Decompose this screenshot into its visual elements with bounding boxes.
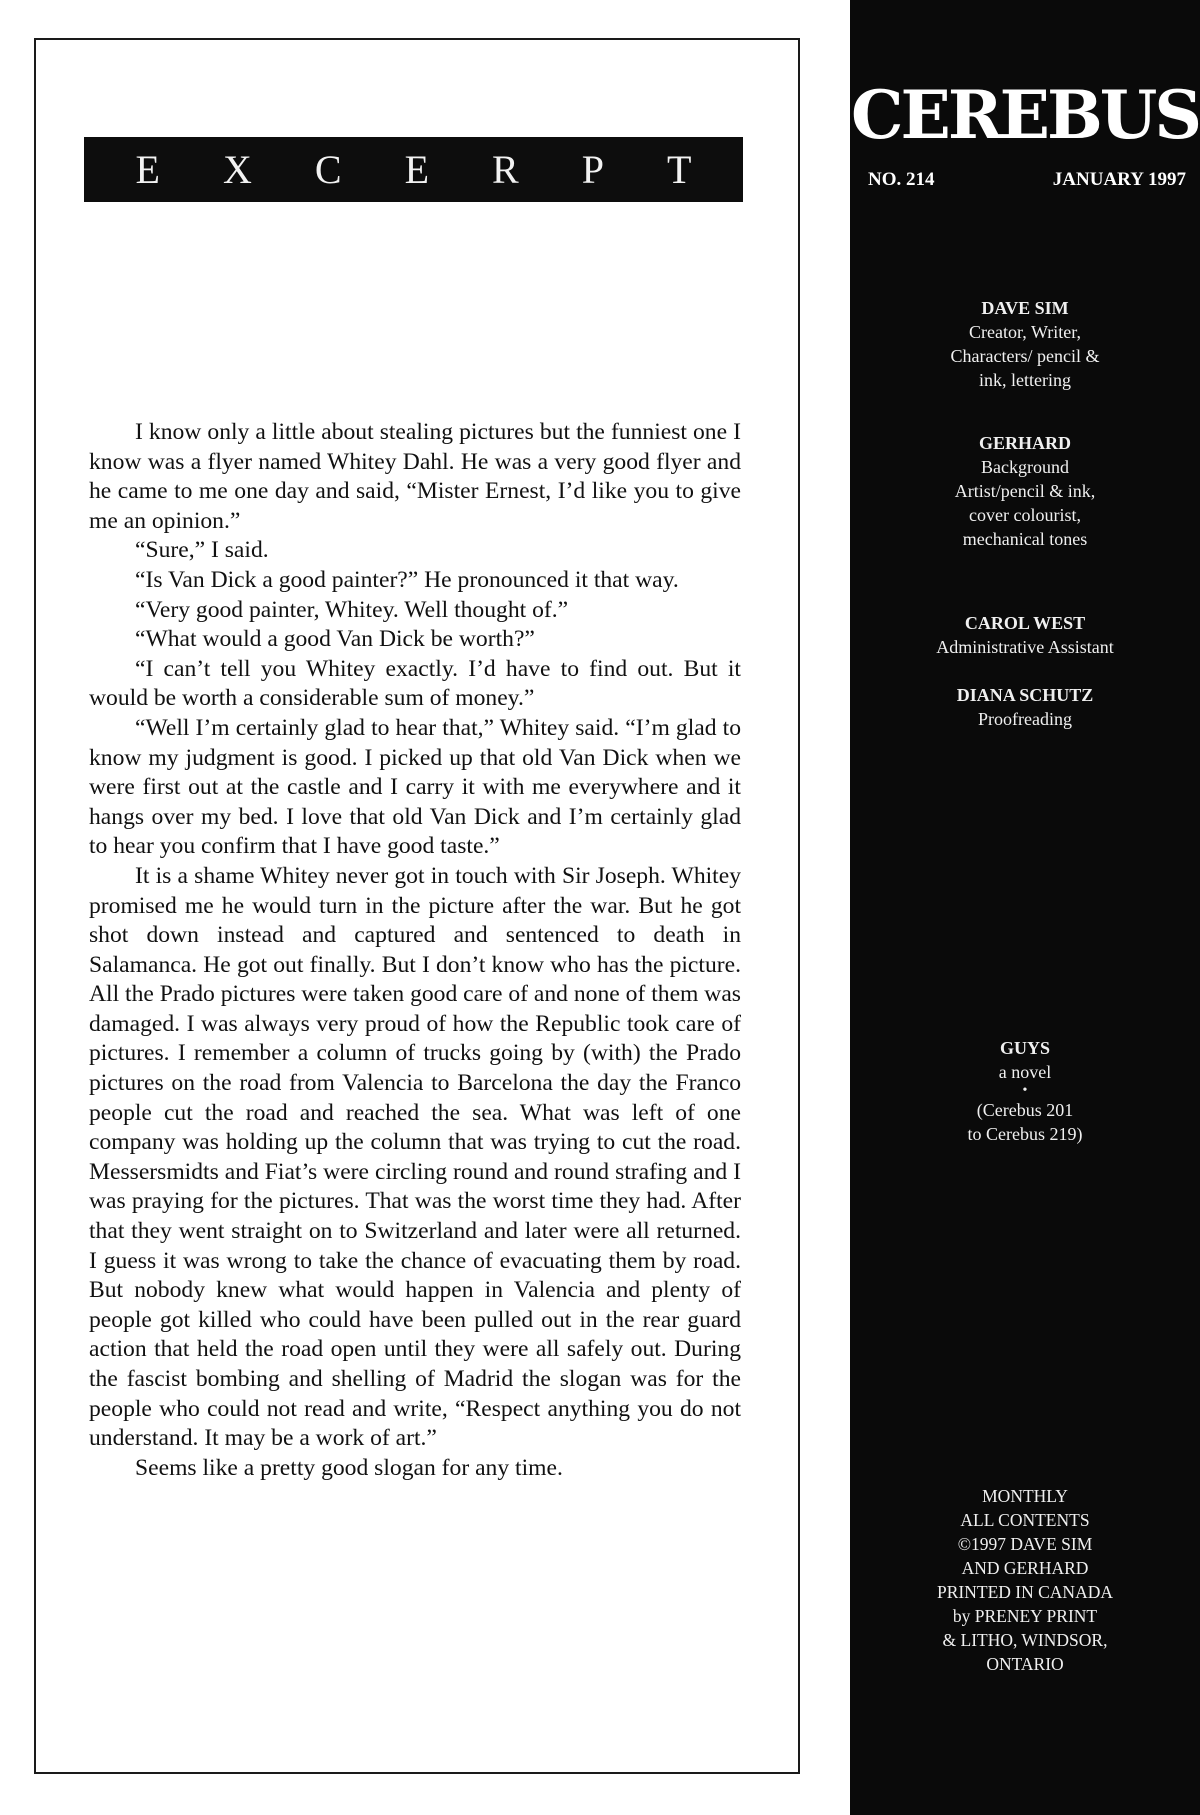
excerpt-banner [84, 137, 743, 202]
issue-line [868, 169, 1186, 191]
credit-role: Proofreading [978, 709, 1072, 729]
issue-number: NO. 214 [868, 169, 935, 190]
paragraph: “Very good painter, Whitey. Well thought of.” [135, 596, 569, 623]
masthead-sidebar [850, 0, 1200, 1815]
paragraph: I know only a little about stealing pictures but the funniest one I know was a flyer named Whitey Dahl. He was a very good flyer and he came to me one day and said, “Mister Ernest, I’d like you to give me an opinion.” [89, 419, 741, 534]
footer-line: & LITHO, WINDSOR, [942, 1630, 1108, 1650]
novel-title: GUYS [999, 1038, 1050, 1058]
credit-name: DIANA SCHUTZ [956, 685, 1094, 705]
banner-letter: E [135, 146, 160, 192]
footer-line: PRINTED IN CANADA [937, 1582, 1113, 1602]
novel-range-start: (Cerebus 201 [976, 1100, 1074, 1120]
paragraph: “Well I’m certainly glad to hear that,” Whitey said. “I’m glad to know my judgment is good. I picked up that old Van Dick when we were first out at the castle and I carry it with me everywhere and it hangs over my bed. I love that old Van Dick and I’m certainly glad to hear you confirm that I have good taste.” [89, 714, 741, 860]
bullet-icon: • [1022, 1083, 1028, 1098]
banner-letter: T [666, 146, 692, 192]
footer-line: ©1997 DAVE SIM [957, 1534, 1093, 1554]
banner-letter: P [581, 146, 604, 192]
credit-role: Administrative Assistant [936, 637, 1114, 657]
banner-letter: E [404, 146, 429, 192]
footer-line: ONTARIO [986, 1654, 1064, 1674]
issue-date: JANUARY 1997 [1052, 169, 1186, 190]
banner-letter: X [222, 146, 252, 192]
credit-role: Background Artist/pencil & ink, cover colourist, mechanical tones [954, 457, 1096, 549]
credit-role: Creator, Writer, Characters/ pencil & ink, lettering [950, 322, 1100, 390]
paragraph: “I can’t tell you Whitey exactly. I’d have to find out. But it would be worth a considerable sum of money.” [89, 655, 741, 712]
paragraph: Seems like a pretty good slogan for any time. [135, 1454, 563, 1481]
footer-line: AND GERHARD [961, 1558, 1089, 1578]
footer-line: by PRENEY PRINT [952, 1606, 1098, 1626]
paragraph: “What would a good Van Dick be worth?” [135, 626, 535, 653]
banner-letter: R [492, 146, 519, 192]
credit-diana-schutz [850, 683, 1200, 731]
credit-name: GERHARD [978, 433, 1071, 453]
publication-footer [850, 1484, 1200, 1676]
credit-carol-west [850, 611, 1200, 659]
excerpt-body [89, 418, 741, 1483]
footer-line: ALL CONTENTS [960, 1510, 1090, 1530]
banner-letter: C [314, 146, 342, 192]
credit-gerhard [850, 431, 1200, 551]
credit-name: CAROL WEST [964, 613, 1086, 633]
cerebus-logo: CEREBUS [851, 76, 1199, 154]
paragraph: It is a shame Whitey never got in touch with Sir Joseph. Whitey promised me he would turn in the picture after the war. But he got shot down instead and captured and sentenced to death in Salamanca. He got out finally. But I don’t know who has the picture. All the Prado pictures were taken good care of and none of them was damaged. I was always very proud of how the Republic took care of pictures. I remember a column of trucks going by (with) the Prado pictures on the road from Valencia to Barcelona the day the Franco people cut the road and reached the sea. What was left of one company was holding up the column that was trying to cut the road. Messersmidts and Fiat’s were circling round and round strafing and I was praying for the pictures. That was the worst time they had. After that they went straight on to Switzerland and later were all returned. I guess it was wrong to take the chance of evacuating them by road. But nobody knew what would happen in Valencia and plenty of people got killed who could have been pulled out in the rear guard action that held the road open until they were all safely out. During the fascist bombing and shelling of Madrid the slogan was for the people who could not read and write, “Respect anything you do not understand. It may be a work of art.” [89, 862, 741, 1452]
paragraph: “Is Van Dick a good painter?” He pronounced it that way. [135, 566, 679, 593]
novel-subtitle: a novel [998, 1062, 1052, 1082]
novel-info [850, 1036, 1200, 1146]
paragraph: “Sure,” I said. [135, 537, 269, 564]
credit-name: DAVE SIM [981, 298, 1069, 318]
footer-line: MONTHLY [982, 1486, 1068, 1506]
credit-dave-sim [850, 296, 1200, 392]
novel-range-end: to Cerebus 219) [967, 1124, 1083, 1144]
